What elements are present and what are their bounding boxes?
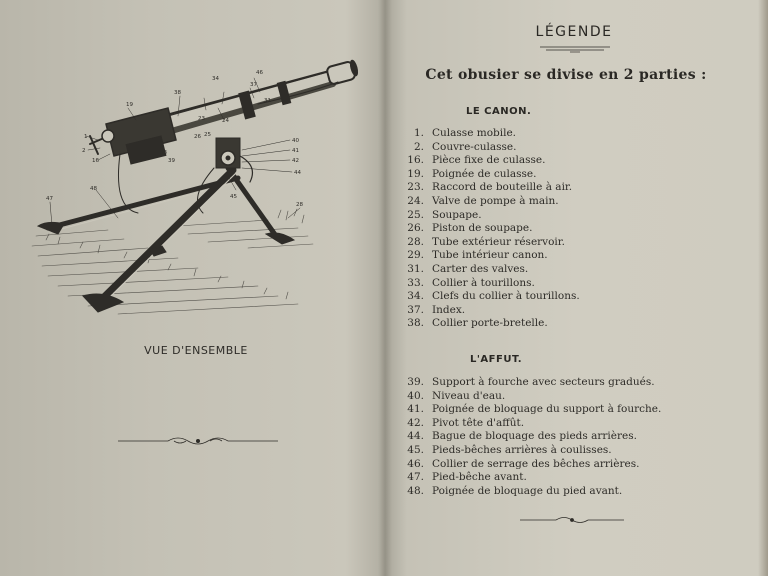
list-item: 38. Collier porte-bretelle. <box>407 317 548 330</box>
list-item: 1. Culasse mobile. <box>413 127 517 139</box>
callout-label: 41 <box>292 148 299 154</box>
list-item: 24. Valve de pompe à main. <box>407 194 559 207</box>
callout-label: 25 <box>204 132 211 138</box>
callout-label: 23 <box>198 116 205 122</box>
list-item: 45. Pieds-bêches arrières à coulisses. <box>407 443 612 456</box>
section-heading-canon: LE CANON. <box>466 106 532 117</box>
affut-parts-list <box>398 376 661 498</box>
callout-label: 34 <box>212 76 219 82</box>
list-item: 28. Tube extérieur réservoir. <box>407 235 565 248</box>
list-item: 39. Support à fourche avec secteurs gradués. <box>407 376 655 388</box>
list-item: 19. Poignée de culasse. <box>407 167 537 180</box>
list-item: 31. Carter des valves. <box>407 262 529 275</box>
callout-label: 38 <box>174 90 181 96</box>
list-item: 16. Pièce fixe de culasse. <box>407 154 546 167</box>
ornament-divider <box>520 514 624 526</box>
callout-label: 1 <box>84 134 88 140</box>
title-underline-ornament <box>540 44 610 54</box>
legend-title: LÉGENDE <box>535 24 613 40</box>
list-item: 48. Poignée de bloquage du pied avant. <box>407 484 623 497</box>
mortar-illustration <box>28 58 368 323</box>
callout-label: 37 <box>250 82 257 88</box>
list-item: 47. Pied-bêche avant. <box>407 471 527 484</box>
list-item: 26. Piston de soupape. <box>407 222 533 235</box>
right-page <box>392 0 768 576</box>
callout-label: 31 <box>264 98 271 104</box>
callout-label: 24 <box>222 118 229 124</box>
list-item: 25. Soupape. <box>407 208 482 221</box>
list-item: 46. Collier de serrage des bêches arrières. <box>407 457 640 470</box>
callout-label: 16 <box>92 158 99 164</box>
list-item: 37. Index. <box>407 303 466 316</box>
list-item: 44. Bague de bloquage des pieds arrières. <box>407 430 637 443</box>
list-item: 33. Collier à tourillons. <box>407 276 535 289</box>
callout-label: 48 <box>90 186 97 192</box>
callout-label: 45 <box>230 194 237 200</box>
legend-subtitle: Cet obusier se divise en 2 parties : <box>425 67 707 83</box>
callout-label: 42 <box>292 158 299 164</box>
list-item: 40. Niveau d'eau. <box>407 389 506 402</box>
callout-label: 28 <box>296 202 303 208</box>
callout-label: 26 <box>194 134 201 140</box>
list-item: 29. Tube intérieur canon. <box>407 249 548 262</box>
list-item: 41. Poignée de bloquage du support à fourche. <box>407 403 662 416</box>
canon-parts-list <box>398 127 580 331</box>
callout-label: 2 <box>82 148 86 154</box>
list-item: 42. Pivot tête d'affût. <box>407 416 525 429</box>
callout-label: 46 <box>256 70 263 76</box>
list-item: 2. Couvre-culasse. <box>413 140 517 153</box>
list-item: 34. Clefs du collier à tourillons. <box>407 290 580 303</box>
callout-label: 19 <box>126 102 133 108</box>
callout-label: 33 <box>160 150 167 156</box>
section-heading-affut: L'AFFUT. <box>470 354 523 365</box>
callout-label: 44 <box>294 170 301 176</box>
callout-label: 47 <box>46 196 53 202</box>
callout-label: 39 <box>168 158 175 164</box>
ornament-divider <box>118 434 278 448</box>
callout-label: 40 <box>292 138 299 144</box>
illustration-caption: VUE D'ENSEMBLE <box>144 344 248 357</box>
list-item: 23. Raccord de bouteille à air. <box>407 181 573 194</box>
